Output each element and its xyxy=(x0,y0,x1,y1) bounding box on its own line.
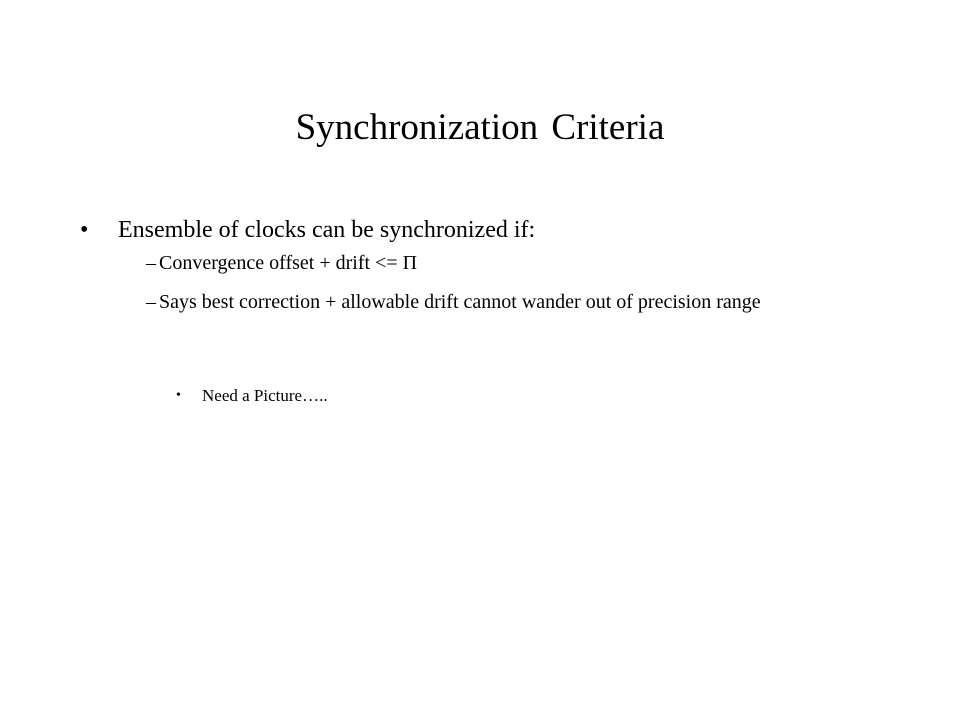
sub-bullet-text: Convergence offset + drift <= Π xyxy=(159,252,418,274)
sub-sub-bullet-item xyxy=(176,384,776,408)
dash-marker: – xyxy=(146,291,156,313)
bullet-marker: • xyxy=(176,388,181,403)
bullet-marker: • xyxy=(80,217,89,243)
bullet-text: Ensemble of clocks can be synchronized if: xyxy=(118,217,536,243)
slide-title: Synchronization Criteria xyxy=(295,107,665,148)
sub-bullet-item xyxy=(146,287,846,317)
bullet-item xyxy=(80,214,880,246)
sub-bullet-item xyxy=(146,248,846,278)
dash-marker: – xyxy=(146,252,156,274)
sub-sub-bullet-text: Need a Picture….. xyxy=(202,386,328,405)
sub-bullet-text: Says best correction + allowable drift cannot wander out of precision range xyxy=(159,291,761,313)
